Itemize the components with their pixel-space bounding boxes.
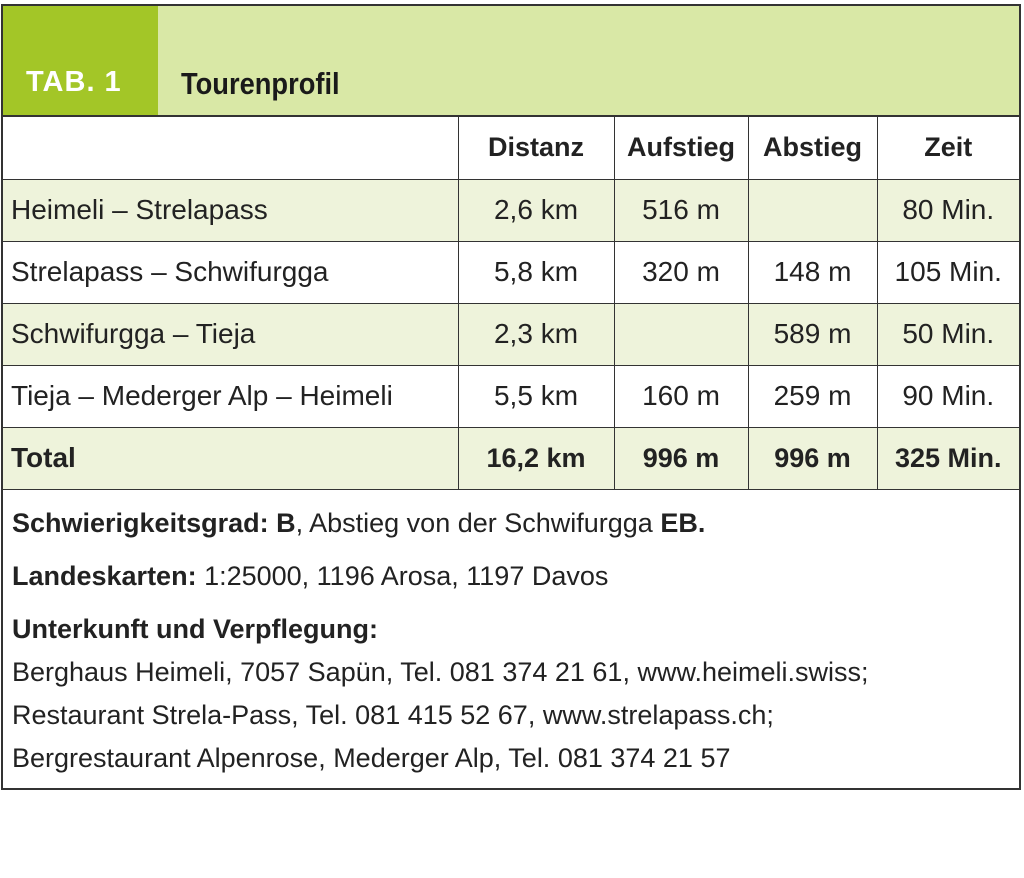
maps-label: Landeskarten: [12, 561, 197, 591]
aufstieg-cell: 160 m [614, 365, 748, 427]
total-aufstieg-cell: 996 m [614, 427, 748, 489]
column-header-route [3, 117, 458, 179]
table-title: Tourenprofil [181, 66, 340, 101]
distanz-cell: 5,5 km [458, 365, 614, 427]
tour-profile-table [3, 117, 1019, 490]
table-header-row [3, 117, 1019, 179]
distanz-cell: 5,8 km [458, 241, 614, 303]
aufstieg-cell: 320 m [614, 241, 748, 303]
abstieg-cell: 148 m [748, 241, 877, 303]
column-header-aufstieg: Aufstieg [614, 117, 748, 179]
lodging-heading [12, 608, 1012, 651]
lodging-line: Bergrestaurant Alpenrose, Mederger Alp, Tel. 081 374 21 57 [12, 743, 731, 773]
tab-number-label: TAB. 1 [3, 6, 158, 115]
total-zeit-cell: 325 Min. [877, 427, 1019, 489]
table-row [3, 365, 1019, 427]
maps-line [12, 555, 1012, 598]
distanz-cell: 2,6 km [458, 179, 614, 241]
abstieg-cell: 589 m [748, 303, 877, 365]
zeit-cell: 80 Min. [877, 179, 1019, 241]
distanz-cell: 2,3 km [458, 303, 614, 365]
table-row [3, 303, 1019, 365]
difficulty-value: B [276, 508, 296, 538]
difficulty-line [12, 502, 1012, 545]
table-row [3, 241, 1019, 303]
difficulty-value-2: EB. [660, 508, 706, 538]
column-header-abstieg: Abstieg [748, 117, 877, 179]
column-header-distanz: Distanz [458, 117, 614, 179]
total-row [3, 427, 1019, 489]
table-header-band [3, 6, 1019, 117]
total-label-cell: Total [3, 427, 458, 489]
route-cell: Heimeli – Strelapass [3, 179, 458, 241]
zeit-cell: 90 Min. [877, 365, 1019, 427]
table-row [3, 179, 1019, 241]
aufstieg-cell: 516 m [614, 179, 748, 241]
maps-text: 1:25000, 1196 Arosa, 1197 Davos [196, 561, 609, 591]
lodging-label: Unterkunft und Verpflegung: [12, 614, 378, 644]
route-cell: Strelapass – Schwifurgga [3, 241, 458, 303]
route-cell: Tieja – Mederger Alp – Heimeli [3, 365, 458, 427]
lodging-line: Restaurant Strela-Pass, Tel. 081 415 52 67, www.strelapass.ch; [12, 700, 774, 730]
total-abstieg-cell: 996 m [748, 427, 877, 489]
abstieg-cell: 259 m [748, 365, 877, 427]
difficulty-label: Schwierigkeitsgrad: [12, 508, 269, 538]
difficulty-text: , Abstieg von der Schwifurgga [295, 508, 661, 538]
column-header-zeit: Zeit [877, 117, 1019, 179]
zeit-cell: 50 Min. [877, 303, 1019, 365]
aufstieg-cell [614, 303, 748, 365]
route-cell: Schwifurgga – Tieja [3, 303, 458, 365]
total-distanz-cell: 16,2 km [458, 427, 614, 489]
tour-notes [12, 502, 1012, 780]
lodging-line: Berghaus Heimeli, 7057 Sapün, Tel. 081 374 21 61, www.heimeli.swiss; [12, 657, 869, 687]
zeit-cell: 105 Min. [877, 241, 1019, 303]
abstieg-cell [748, 179, 877, 241]
